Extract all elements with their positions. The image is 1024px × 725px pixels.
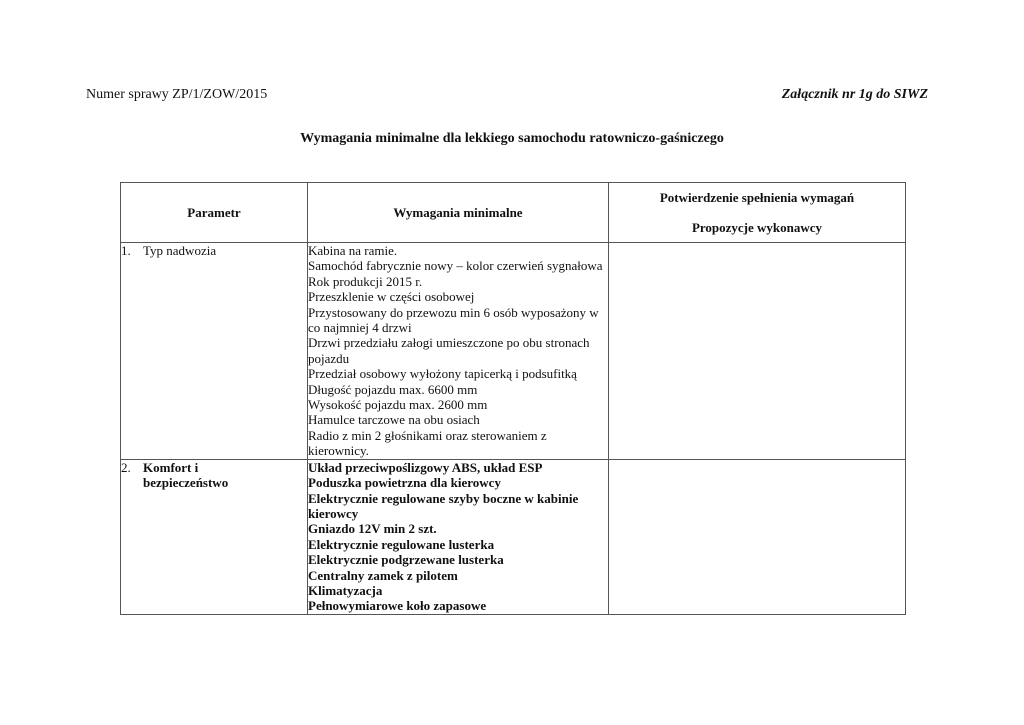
header-parameter: Parametr — [121, 183, 308, 243]
requirement-line: Elektrycznie regulowane szyby boczne w kabinie kierowcy — [308, 490, 579, 521]
header-requirements: Wymagania minimalne — [308, 183, 609, 243]
header-confirmation — [609, 183, 906, 243]
requirement-line: Długość pojazdu max. 6600 mm — [308, 381, 478, 397]
confirmation-cell[interactable] — [609, 459, 906, 614]
header-confirmation-line1: Potwierdzenie spełnienia wymagań — [659, 190, 855, 206]
table-row — [121, 459, 906, 614]
parameter-cell — [121, 243, 308, 460]
requirement-line: Hamulce tarczowe na obu osiach — [308, 412, 480, 428]
document-title: Wymagania minimalne dla lekkiego samochodu ratowniczo-gaśniczego — [300, 131, 724, 146]
parameter-cell — [121, 459, 308, 614]
row-number: 2. — [121, 459, 131, 475]
requirement-line: Poduszka powietrzna dla kierowcy — [308, 475, 501, 491]
requirement-line: Elektrycznie podgrzewane lusterka — [308, 552, 504, 568]
row-number: 1. — [121, 243, 131, 258]
requirement-line: Drzwi przedziału załogi umieszczone po obu stronach pojazdu — [308, 335, 590, 366]
requirement-line: Radio z min 2 głośnikami oraz sterowaniem z kierownicy. — [308, 427, 547, 459]
requirements-cell — [308, 459, 609, 614]
requirement-line: Przedział osobowy wyłożony tapicerką i podsufitką — [308, 366, 577, 382]
requirement-line: Klimatyzacja — [308, 582, 383, 598]
requirement-line: Rok produkcji 2015 r. — [308, 273, 423, 289]
parameter-name: Komfort i bezpieczeństwo — [143, 459, 229, 491]
requirement-line: Pełnowymiarowe koło zapasowe — [308, 598, 487, 614]
parameter-name: Typ nadwozia — [143, 243, 217, 258]
requirement-line: Wysokość pojazdu max. 2600 mm — [308, 397, 488, 413]
requirement-line: Przeszklenie w części osobowej — [308, 289, 475, 305]
header-confirmation-line2: Propozycje wykonawcy — [691, 219, 823, 235]
confirmation-cell[interactable] — [609, 243, 906, 460]
requirements-cell — [308, 243, 609, 460]
table-header-row — [121, 183, 906, 243]
requirements-table — [120, 182, 906, 615]
table-row — [121, 243, 906, 460]
requirement-line: Kabina na ramie. — [308, 243, 398, 258]
requirement-line: Układ przeciwpoślizgowy ABS, układ ESP — [308, 459, 543, 475]
case-number: Numer sprawy ZP/1/ZOW/2015 — [86, 87, 268, 102]
requirement-line: Elektrycznie regulowane lusterka — [308, 536, 495, 552]
requirement-line: Gniazdo 12V min 2 szt. — [308, 521, 437, 537]
requirement-line: Przystosowany do przewozu min 6 osób wyposażony w co najmniej 4 drzwi — [308, 304, 599, 336]
annex-label: Załącznik nr 1g do SIWZ — [781, 87, 928, 102]
requirement-line: Samochód fabrycznie nowy – kolor czerwień sygnałowa — [308, 258, 603, 274]
requirement-line: Centralny zamek z pilotem — [308, 567, 458, 583]
